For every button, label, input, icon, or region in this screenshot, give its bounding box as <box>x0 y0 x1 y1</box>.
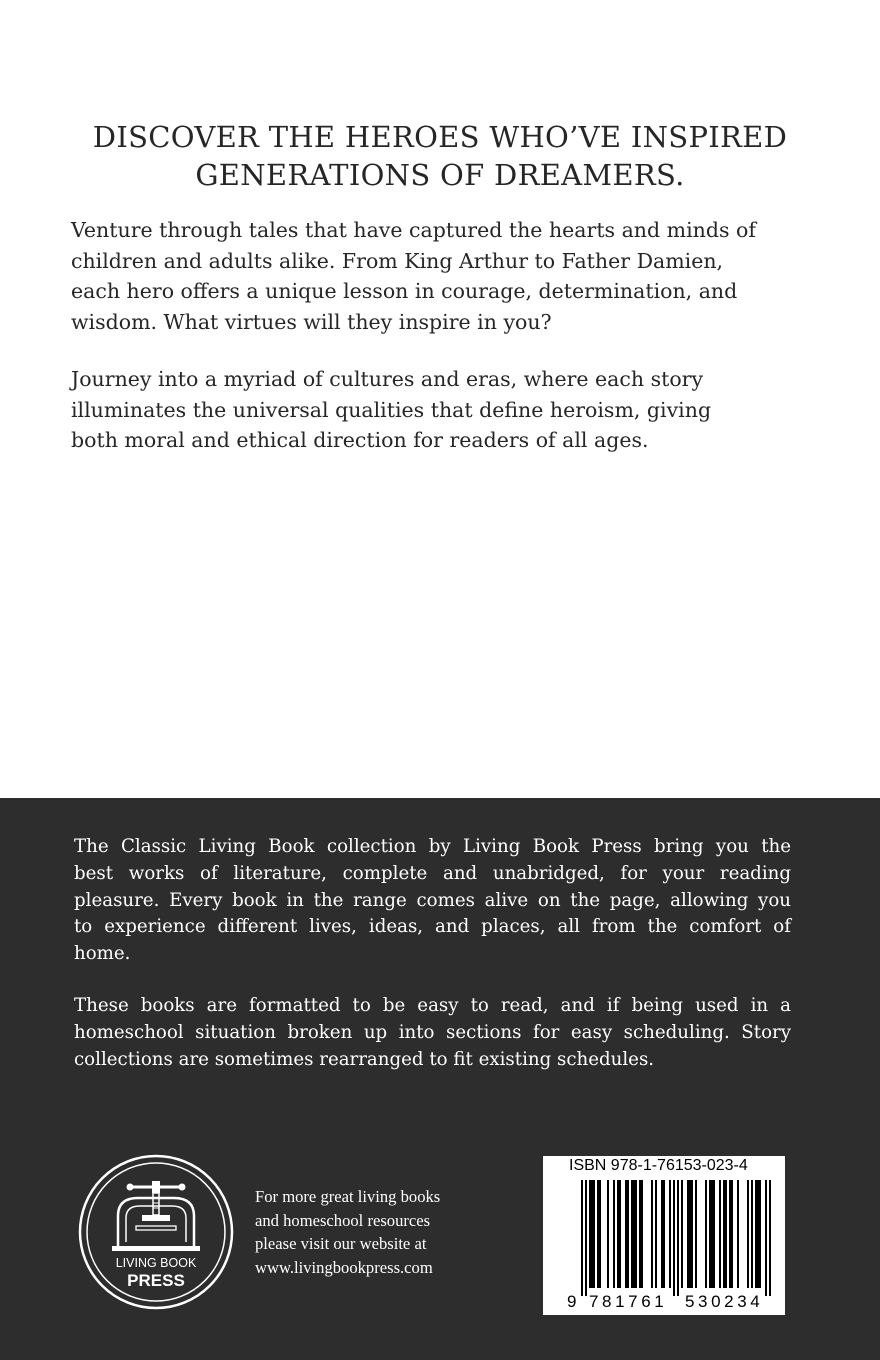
text-line: For more great living books <box>255 1187 441 1206</box>
barcode-bar <box>705 1180 707 1288</box>
intro-paragraph-2 <box>71 364 831 456</box>
text-line: collections are sometimes rearranged to fit existing schedules. <box>74 1048 655 1070</box>
headline <box>50 118 830 194</box>
barcode-bar <box>759 1180 761 1288</box>
barcode-bar <box>625 1180 627 1288</box>
barcode-bar <box>631 1180 633 1288</box>
living-book-press-logo <box>78 1154 234 1310</box>
barcode-bar <box>725 1180 727 1288</box>
barcode-bar <box>613 1180 615 1288</box>
barcode-bar <box>593 1180 595 1288</box>
text-line: please visit our website at <box>255 1234 427 1253</box>
barcode-bar <box>731 1180 733 1288</box>
barcode-bar <box>651 1180 653 1288</box>
isbn-label: ISBN 978-1-76153-023-4 <box>569 1157 748 1174</box>
barcode-bar <box>655 1180 657 1288</box>
text-line: to experience different lives, ideas, and places, all from the comfort of <box>74 916 791 938</box>
text-line: illuminates the universal qualities that define heroism, giving <box>71 397 712 422</box>
text-line: pleasure. Every book in the range comes alive on the page, allowing you <box>74 889 791 911</box>
barcode-bar <box>687 1180 689 1288</box>
text-line: Venture through tales that have captured the hearts and minds of <box>71 218 756 242</box>
logo-text-line1: LIVING BOOK <box>115 1256 197 1270</box>
website-link[interactable]: www.livingbookpress.com <box>255 1257 433 1277</box>
text-line: home. <box>74 943 131 965</box>
barcode-bar <box>635 1180 637 1288</box>
barcode-right-digits: 530234 <box>685 1292 764 1311</box>
text-line: and homeschool resources <box>255 1210 431 1230</box>
barcode-bar <box>757 1180 759 1288</box>
intro-paragraph-1 <box>71 215 831 337</box>
barcode-bar <box>723 1180 725 1288</box>
barcode-guard-bar <box>769 1180 771 1296</box>
barcode-bar <box>713 1180 715 1288</box>
barcode-guard-bar <box>581 1180 583 1296</box>
barcode-bar <box>607 1180 609 1288</box>
barcode-digits <box>543 1292 785 1314</box>
barcode-bar <box>661 1180 663 1288</box>
barcode-bar <box>747 1180 749 1288</box>
barcode-bar <box>597 1180 599 1288</box>
barcode-bar <box>619 1180 621 1288</box>
barcode-guard-bar <box>673 1180 675 1296</box>
barcode-bars <box>543 1176 785 1296</box>
barcode-bar <box>599 1180 601 1288</box>
text-line: both moral and ethical direction for readers of all ages. <box>71 428 649 452</box>
barcode-bar <box>633 1180 635 1288</box>
barcode-bar <box>751 1180 753 1288</box>
text-line: wisdom. What virtues will they inspire in you? <box>71 309 552 334</box>
book-press-icon <box>78 1154 234 1310</box>
barcode-guard-bar <box>677 1180 679 1296</box>
barcode-left-digits: 781761 <box>589 1292 668 1311</box>
barcode-bar <box>689 1180 691 1288</box>
barcode-bar <box>627 1180 629 1288</box>
series-paragraph-2 <box>74 993 791 1073</box>
barcode-guard-bar <box>585 1180 587 1296</box>
isbn-barcode <box>543 1156 785 1315</box>
barcode-lead-digit: 9 <box>567 1292 577 1311</box>
barcode-bar <box>709 1180 711 1288</box>
barcode-bar <box>691 1180 693 1288</box>
text-line: best works of literature, complete and unabridged, for your reading <box>74 862 791 884</box>
barcode-bar <box>681 1180 683 1288</box>
text-line: each hero offers a unique lesson in courage, determination, and <box>71 279 738 303</box>
barcode-bar <box>755 1180 757 1288</box>
text-line: The Classic Living Book collection by Living Book Press bring you the <box>74 836 791 857</box>
text-line: children and adults alike. From King Arthur to Father Damien, <box>71 248 724 273</box>
barcode-bar <box>719 1180 721 1288</box>
logo-text-line2: PRESS <box>127 1271 185 1290</box>
text-line: These books are formatted to be easy to read, and if being used in a <box>74 995 791 1016</box>
barcode-bar <box>663 1180 665 1288</box>
headline-line: GENERATIONS OF DREAMERS. <box>195 158 685 192</box>
series-paragraph-1 <box>74 834 791 968</box>
website-note <box>255 1185 505 1279</box>
barcode-bar <box>639 1180 641 1288</box>
barcode-bar <box>695 1180 697 1288</box>
barcode-guard-bar <box>765 1180 767 1296</box>
text-line: Journey into a myriad of cultures and eras, where each story <box>71 367 704 391</box>
barcode-bar <box>641 1180 643 1288</box>
barcode-bar <box>669 1180 671 1288</box>
headline-line: DISCOVER THE HEROES WHO’VE INSPIRED <box>92 120 788 154</box>
barcode-bar <box>729 1180 731 1288</box>
barcode-bar <box>737 1180 739 1288</box>
barcode-bar <box>589 1180 591 1288</box>
barcode-bar <box>617 1180 619 1288</box>
barcode-bar <box>591 1180 593 1288</box>
barcode-bar <box>711 1180 713 1288</box>
text-line: homeschool situation broken up into sections for easy scheduling. Story <box>74 1021 791 1043</box>
